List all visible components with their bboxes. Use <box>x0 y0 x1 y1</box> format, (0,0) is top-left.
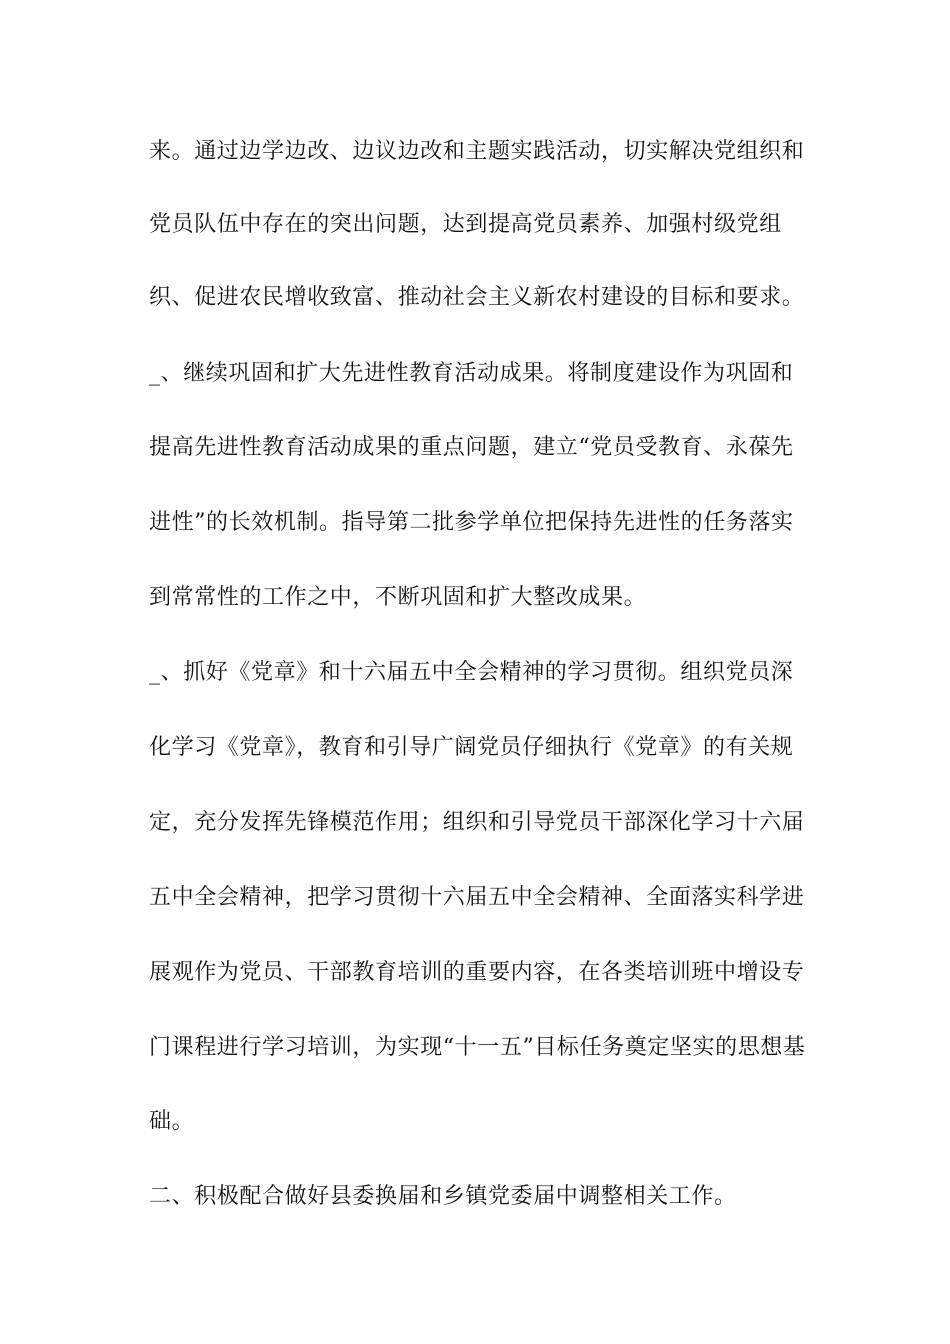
text-line: 化学习《党章》，教育和引导广阔党员仔细执行《党章》的有关规 <box>149 735 794 760</box>
text-line: 五中全会精神，把学习贯彻十六届五中全会精神、全面落实科学进 <box>149 885 805 910</box>
text-line: 提高先进性教育活动成果的重点问题，建立“党员受教育、永葆先 <box>149 435 794 460</box>
text-line: 党员队伍中存在的突出问题，达到提高党员素养、加强村级党组 <box>149 212 782 237</box>
text-line: 础。 <box>149 1109 195 1134</box>
section-heading: 二、积极配合做好县委换届和乡镇党委届中调整相关工作。 <box>149 1184 737 1209</box>
text-line: 门课程进行学习培训，为实现“十一五”目标任务奠定坚实的思想基 <box>149 1035 806 1060</box>
text-line: 展观作为党员、干部教育培训的重要内容，在各类培训班中增设专 <box>149 960 805 985</box>
text-line: _、继续巩固和扩大先进性教育活动成果。将制度建设作为巩固和 <box>149 361 794 386</box>
text-line: 到常常性的工作之中，不断巩固和扩大整改成果。 <box>149 585 647 610</box>
text-line: 进性”的长效机制。指导第二批参学单位把保持先进性的任务落实 <box>149 510 794 535</box>
text-line: 来。通过边学边改、边议边改和主题实践活动，切实解决党组织和 <box>149 139 805 164</box>
text-line: 定，充分发挥先锋模范作用；组织和引导党员干部深化学习十六届 <box>149 810 805 835</box>
text-line: _、抓好《党章》和十六届五中全会精神的学习贯彻。组织党员深 <box>149 660 794 685</box>
text-line: 织、促进农民增收致富、推动社会主义新农村建设的目标和要求。 <box>149 285 805 310</box>
